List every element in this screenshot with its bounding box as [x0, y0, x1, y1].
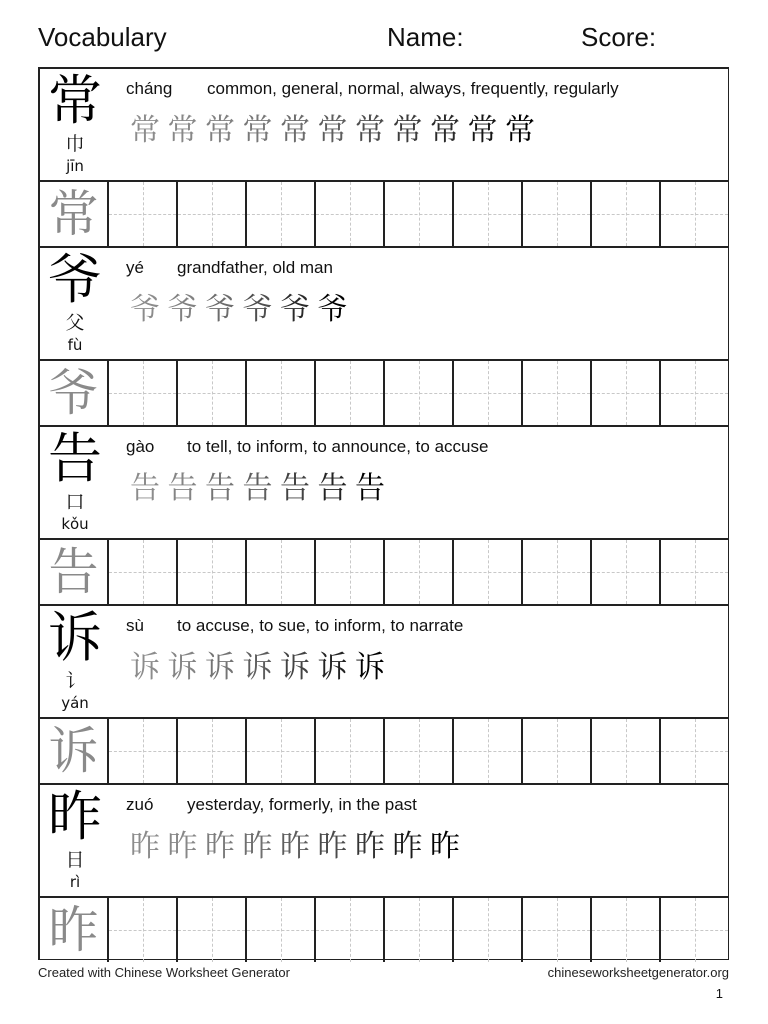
- worksheet-title: Vocabulary: [38, 22, 167, 52]
- practice-cell[interactable]: [109, 719, 178, 783]
- stroke-step: 常: [355, 113, 385, 148]
- vocab-entry: [40, 67, 728, 246]
- trace-model-character: 诉: [40, 719, 109, 783]
- stroke-step: 昨: [167, 829, 198, 864]
- practice-cell[interactable]: [592, 898, 661, 962]
- stroke-step: 常: [430, 113, 460, 148]
- main-character: 常: [48, 69, 102, 132]
- stroke-step: 常: [242, 113, 273, 148]
- trace-model-character: 昨: [40, 898, 109, 962]
- practice-row: [40, 180, 728, 246]
- radical: 父: [65, 312, 85, 334]
- stroke-step: 爷: [317, 292, 348, 327]
- stroke-step: 昨: [430, 829, 460, 864]
- stroke-step: 诉: [355, 650, 385, 685]
- stroke-step: 诉: [280, 650, 310, 685]
- stroke-step: 爷: [242, 292, 273, 327]
- stroke-step: 常: [467, 113, 498, 148]
- practice-cell[interactable]: [109, 361, 178, 425]
- stroke-step: 告: [167, 471, 198, 506]
- main-character: 诉: [48, 606, 102, 669]
- definition: yesterday, formerly, in the past: [187, 795, 417, 814]
- practice-cell[interactable]: [592, 719, 661, 783]
- stroke-step: 爷: [167, 292, 198, 327]
- practice-cell[interactable]: [109, 182, 178, 246]
- practice-cell[interactable]: [385, 182, 454, 246]
- stroke-order-sequence: [130, 648, 393, 688]
- stroke-step: 昨: [355, 829, 385, 864]
- definition: common, general, normal, always, frequently, regularly: [207, 79, 619, 98]
- stroke-step: 告: [280, 471, 310, 506]
- practice-cell[interactable]: [592, 540, 661, 604]
- practice-cell[interactable]: [316, 719, 385, 783]
- radical: 讠: [65, 670, 85, 692]
- entry-info-row: [40, 67, 728, 180]
- practice-cell[interactable]: [247, 540, 316, 604]
- practice-cell[interactable]: [178, 361, 247, 425]
- radical-pinyin: fù: [67, 336, 83, 354]
- vocab-entry: [40, 425, 728, 604]
- practice-cell[interactable]: [178, 719, 247, 783]
- stroke-step: 昨: [242, 829, 273, 864]
- entry-info-row: [40, 604, 728, 717]
- practice-cell[interactable]: [661, 540, 728, 604]
- pinyin: yé: [126, 258, 144, 277]
- stroke-step: 爷: [130, 292, 160, 327]
- footer-credit: Created with Chinese Worksheet Generator: [38, 965, 290, 980]
- practice-cell[interactable]: [523, 182, 592, 246]
- practice-cell[interactable]: [316, 361, 385, 425]
- definition: to tell, to inform, to announce, to accuse: [187, 437, 489, 456]
- practice-cell[interactable]: [316, 182, 385, 246]
- stroke-step: 告: [130, 471, 160, 506]
- stroke-order-sequence: [130, 111, 543, 151]
- vocab-entry: [40, 246, 728, 425]
- practice-cell[interactable]: [385, 898, 454, 962]
- stroke-step: 告: [317, 471, 348, 506]
- definition: grandfather, old man: [177, 258, 333, 277]
- stroke-step: 常: [392, 113, 423, 148]
- practice-cell[interactable]: [454, 719, 523, 783]
- stroke-step: 昨: [205, 829, 235, 864]
- practice-cell[interactable]: [178, 898, 247, 962]
- stroke-step: 诉: [167, 650, 198, 685]
- practice-cell[interactable]: [661, 898, 728, 962]
- stroke-step: 常: [280, 113, 310, 148]
- name-label: Name:: [387, 22, 464, 52]
- page-number: 1: [715, 986, 723, 1001]
- entry-info-row: [40, 425, 728, 538]
- stroke-order-sequence: [130, 290, 355, 330]
- main-character: 昨: [48, 785, 102, 848]
- practice-cell[interactable]: [178, 182, 247, 246]
- radical: 巾: [65, 133, 85, 155]
- trace-model-character: 告: [40, 540, 109, 604]
- footer-website: chineseworksheetgenerator.org: [547, 965, 729, 980]
- stroke-step: 昨: [392, 829, 423, 864]
- radical-pinyin: kǒu: [61, 515, 89, 533]
- practice-cell[interactable]: [661, 361, 728, 425]
- practice-cell[interactable]: [109, 540, 178, 604]
- stroke-step: 昨: [130, 829, 160, 864]
- practice-cell[interactable]: [592, 361, 661, 425]
- stroke-order-sequence: [130, 827, 468, 867]
- practice-cell[interactable]: [385, 719, 454, 783]
- practice-cell[interactable]: [454, 540, 523, 604]
- pinyin: cháng: [126, 79, 173, 98]
- stroke-step: 常: [130, 113, 160, 148]
- trace-model-character: 爷: [40, 361, 109, 425]
- practice-cell[interactable]: [316, 540, 385, 604]
- pinyin: zuó: [126, 795, 154, 814]
- stroke-step: 爷: [280, 292, 310, 327]
- stroke-step: 昨: [317, 829, 348, 864]
- practice-row: [40, 538, 728, 604]
- stroke-step: 昨: [280, 829, 310, 864]
- stroke-step: 诉: [317, 650, 348, 685]
- stroke-step: 爷: [205, 292, 235, 327]
- radical-pinyin: jīn: [66, 157, 84, 175]
- practice-cell[interactable]: [661, 182, 728, 246]
- practice-cell[interactable]: [178, 540, 247, 604]
- score-label: Score:: [581, 22, 657, 52]
- practice-row: [40, 359, 728, 425]
- stroke-step: 诉: [242, 650, 273, 685]
- trace-model-character: 常: [40, 182, 109, 246]
- practice-cell[interactable]: [109, 898, 178, 962]
- practice-cell[interactable]: [316, 898, 385, 962]
- radical-pinyin: yán: [61, 694, 89, 712]
- practice-cell[interactable]: [454, 898, 523, 962]
- practice-cell[interactable]: [247, 898, 316, 962]
- vocab-entry: [40, 783, 728, 962]
- definition: to accuse, to sue, to inform, to narrate: [177, 616, 464, 635]
- main-character: 告: [48, 427, 102, 490]
- stroke-step: 告: [242, 471, 273, 506]
- practice-cell[interactable]: [385, 361, 454, 425]
- practice-cell[interactable]: [523, 719, 592, 783]
- practice-cell[interactable]: [247, 182, 316, 246]
- practice-cell[interactable]: [592, 182, 661, 246]
- practice-cell[interactable]: [247, 361, 316, 425]
- practice-cell[interactable]: [523, 361, 592, 425]
- entry-info-row: [40, 246, 728, 359]
- main-character: 爷: [48, 248, 102, 311]
- radical: 日: [65, 849, 85, 871]
- practice-cell[interactable]: [661, 719, 728, 783]
- stroke-step: 常: [317, 113, 348, 148]
- entry-info-row: [40, 783, 728, 896]
- practice-cell[interactable]: [385, 540, 454, 604]
- radical-pinyin: rì: [69, 873, 81, 891]
- stroke-step: 告: [205, 471, 235, 506]
- stroke-step: 常: [167, 113, 198, 148]
- stroke-step: 常: [205, 113, 235, 148]
- practice-cell[interactable]: [247, 719, 316, 783]
- pinyin: sù: [126, 616, 144, 635]
- practice-row: [40, 717, 728, 783]
- stroke-order-sequence: [130, 469, 393, 509]
- stroke-step: 常: [505, 113, 535, 148]
- stroke-step: 告: [355, 471, 385, 506]
- worksheet-grid: [38, 67, 729, 960]
- practice-row: [40, 896, 728, 962]
- stroke-step: 诉: [130, 650, 160, 685]
- practice-cell[interactable]: [523, 540, 592, 604]
- practice-cell[interactable]: [523, 898, 592, 962]
- practice-cell[interactable]: [454, 182, 523, 246]
- stroke-step: 诉: [205, 650, 235, 685]
- radical: 口: [65, 491, 85, 513]
- pinyin: gào: [126, 437, 155, 456]
- practice-cell[interactable]: [454, 361, 523, 425]
- vocab-entry: [40, 604, 728, 783]
